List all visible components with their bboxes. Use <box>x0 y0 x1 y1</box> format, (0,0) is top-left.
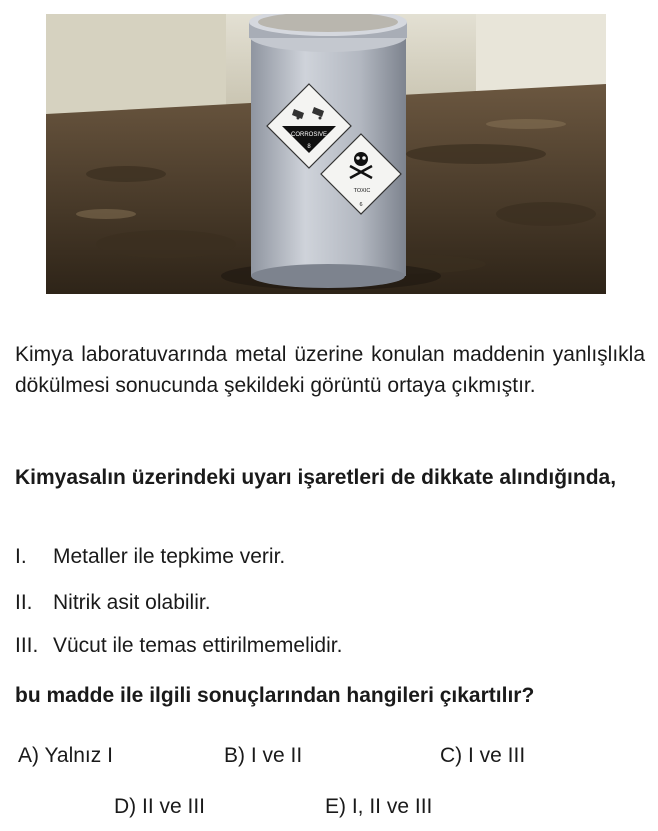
statement-text: Nitrik asit olabilir. <box>53 591 211 614</box>
option-a[interactable]: A) Yalnız I <box>18 744 113 767</box>
statement-text: Vücut ile temas ettirilmemelidir. <box>53 634 343 657</box>
statement-number: III. <box>15 634 39 657</box>
chemical-container-photo <box>46 14 606 294</box>
statement-text: Metaller ile tepkime verir. <box>53 545 286 568</box>
option-d[interactable]: D) II ve III <box>114 795 206 818</box>
statement-item <box>15 589 211 617</box>
final-question: bu madde ile ilgili sonuçlarından hangileri çıkartılır? <box>15 684 535 707</box>
intro-paragraph: Kimya laboratuvarında metal üzerine konulan maddenin yanlışlıkla dökülmesi sonucunda şekildeki görüntü ortaya çıkmıştır. <box>15 343 645 397</box>
statement-item <box>15 543 285 571</box>
class-6-number: 6 <box>359 202 363 208</box>
option-b[interactable]: B) I ve II <box>224 744 303 767</box>
toxic-text: TOXIC <box>353 188 371 194</box>
statement-number: II. <box>15 591 33 614</box>
option-e[interactable]: E) I, II ve III <box>325 795 433 818</box>
corrosive-text: CORROSIVE <box>290 132 328 138</box>
question-prompt: Kimyasalın üzerindeki uyarı işaretleri de dikkate alındığında, <box>15 466 617 489</box>
photo-illustration <box>46 14 606 294</box>
statement-number: I. <box>15 545 27 568</box>
option-c[interactable]: C) I ve III <box>440 744 526 767</box>
statement-item <box>15 632 342 660</box>
class-8-number: 8 <box>307 144 311 150</box>
